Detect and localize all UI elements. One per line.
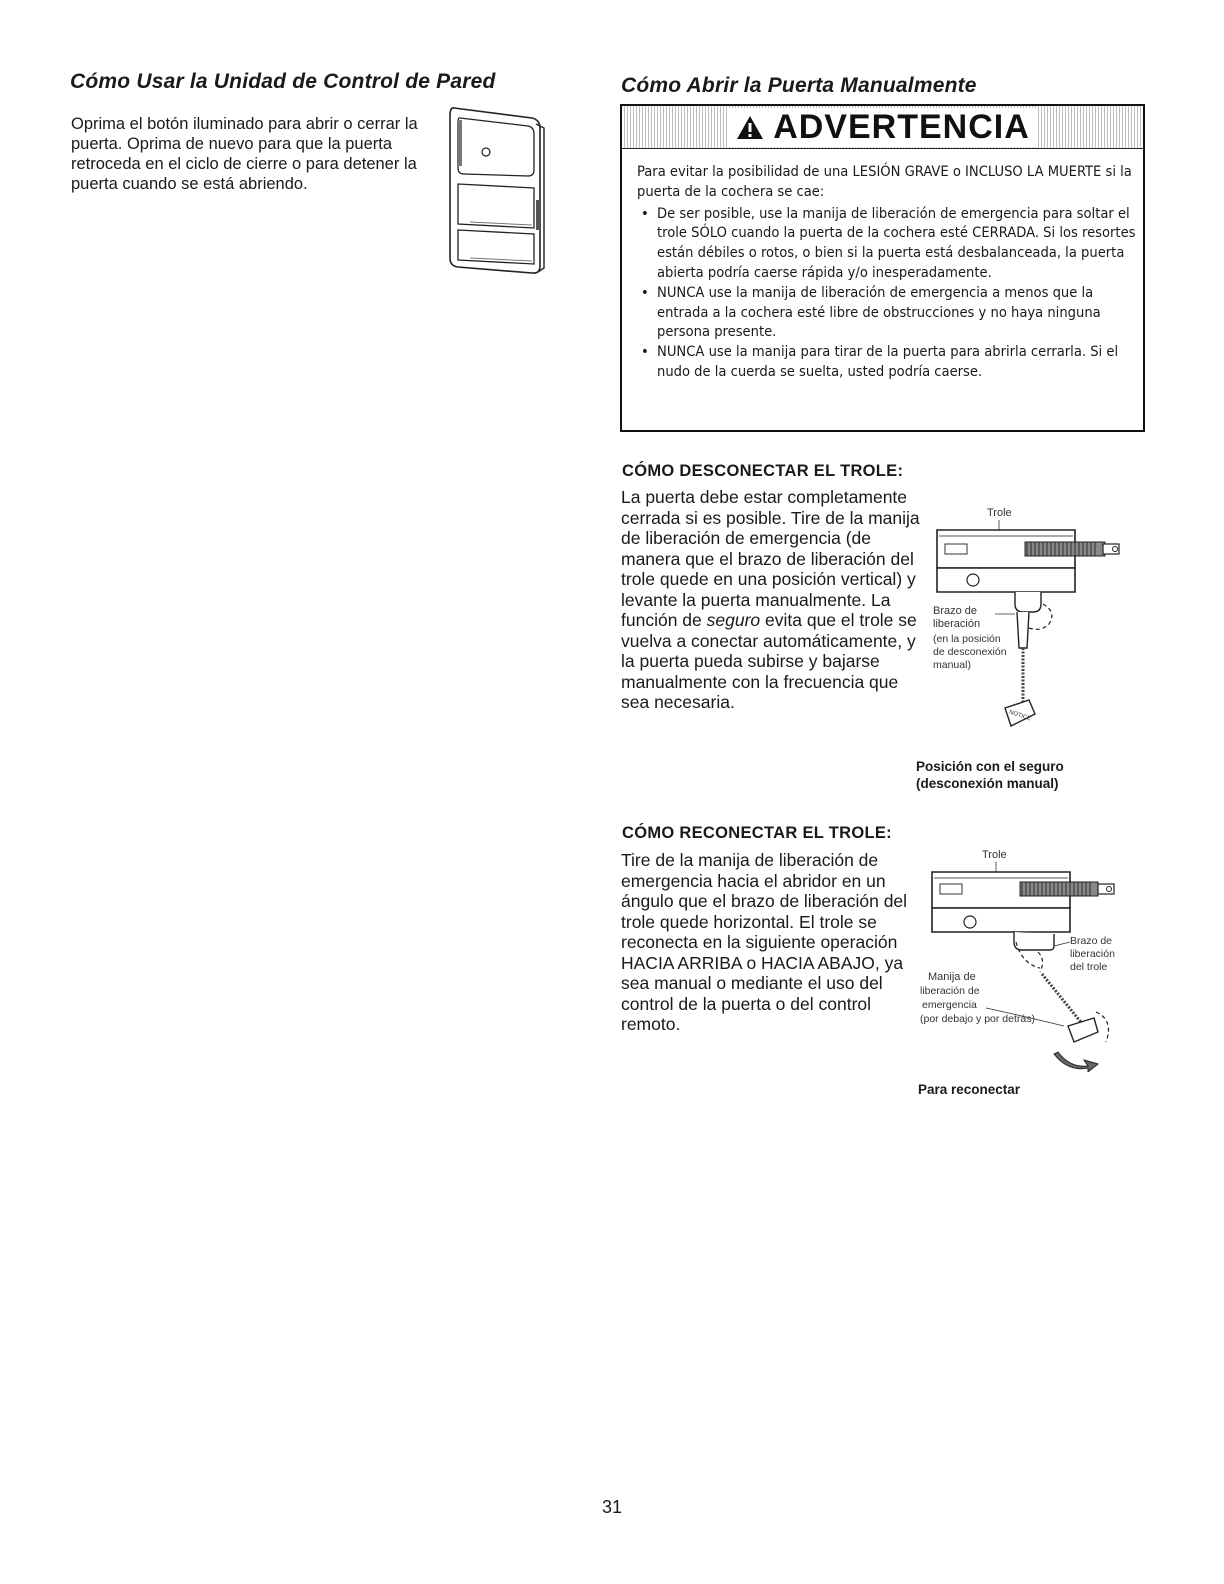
- fig1-label-arm-2: liberación: [933, 618, 981, 630]
- fig1-label-pos-1: (en la posición: [933, 633, 1001, 645]
- fig1-label-trole: Trole: [987, 507, 1012, 519]
- reconnect-paragraph: Tire de la manija de liberación de emergencia hacia el abridor en un ángulo que el brazo de liberación del trole quede horizontal. El trole se reconecta en la siguiente operación HACIA ARRIBA o HACIA ABAJO, ya sea manual o mediante el uso del control de la puerta o del control remoto.: [621, 850, 908, 1034]
- warning-triangle-icon: [735, 114, 765, 141]
- disconnect-caption: [916, 758, 1064, 792]
- warning-bullet: • De ser posible, use la manija de liberación de emergencia para soltar el trole SÓLO cuando la puerta de la cochera esté CERRADA. Si los resortes están débiles o rotos, o bien si la puerta está desbalanceada, la puerta abierta podría caerse rápida y/o inesperadamente.: [637, 204, 1137, 283]
- warning-bullet: • NUNCA use la manija para tirar de la puerta para abrirla cerrarla. Si el nudo de la cuerda se suelta, usted podría caerse.: [637, 342, 1137, 382]
- fig1-label-pos-3: manual): [933, 659, 971, 671]
- reconnect-heading: CÓMO RECONECTAR EL TROLE:: [622, 824, 892, 842]
- warning-banner: [622, 106, 1143, 149]
- disconnect-paragraph: [621, 487, 921, 713]
- fig2-label-handle-3: emergencia: [922, 999, 977, 1011]
- wall-control-heading: Cómo Usar la Unidad de Control de Pared: [70, 70, 496, 93]
- warning-title-text: ADVERTENCIA: [773, 107, 1030, 146]
- warning-bullets: [637, 204, 1137, 382]
- disconnect-text-2: evita que el trole se vuelva a conectar automáticamente, y la puerta pueda subirse y bajarse manualmente con la frecuencia que sea necesaria.: [621, 610, 917, 712]
- fig2-label-handle-4: (por debajo y por detrás): [920, 1013, 1035, 1025]
- warning-title: [729, 108, 1036, 147]
- reconnect-trolley-figure: [918, 842, 1128, 1072]
- fig2-label-arm-2: liberación: [1070, 948, 1115, 960]
- disconnect-heading: CÓMO DESCONECTAR EL TROLE:: [622, 462, 904, 480]
- fig1-handle-text: NOTICE: [1008, 709, 1032, 723]
- disconnect-text-italic: seguro: [706, 610, 761, 630]
- wall-control-illustration: [440, 104, 548, 276]
- fig2-label-handle-2: liberación de: [920, 985, 980, 997]
- warning-intro: Para evitar la posibilidad de una LESIÓN GRAVE o INCLUSO LA MUERTE si la puerta de la cochera se cae:: [637, 163, 1132, 200]
- fig2-label-handle-1: Manija de: [928, 971, 976, 983]
- warning-box: [620, 104, 1145, 432]
- warning-body: [637, 162, 1137, 382]
- fig2-label-arm-1: Brazo de: [1070, 935, 1113, 947]
- fig2-label-arm-3: del trole: [1070, 961, 1108, 973]
- disconnect-caption-line2: (desconexión manual): [916, 776, 1059, 791]
- wall-control-paragraph: Oprima el botón iluminado para abrir o cerrar la puerta. Oprima de nuevo para que la puerta retroceda en el ciclo de cierre o para detener la puerta cuando se está abriendo.: [71, 115, 418, 193]
- disconnect-trolley-figure: [925, 500, 1130, 740]
- disconnect-caption-line1: Posición con el seguro: [916, 759, 1064, 774]
- reconnect-caption: Para reconectar: [918, 1082, 1021, 1097]
- warning-bullet: • NUNCA use la manija de liberación de emergencia a menos que la entrada a la cochera esté libre de obstrucciones y no haya ninguna persona presente.: [637, 283, 1137, 342]
- fig1-label-pos-2: de desconexión: [933, 646, 1007, 658]
- manual-open-heading: Cómo Abrir la Puerta Manualmente: [621, 74, 977, 97]
- disconnect-text-1: La puerta debe estar completamente cerrada si es posible. Tire de la manija de liberación de emergencia (de manera que el brazo de liberación del trole quede en una posición vertical) y levante la puerta manualmente. La función de: [621, 487, 920, 630]
- fig2-label-trole: Trole: [982, 849, 1007, 861]
- page-number: 31: [601, 1497, 623, 1517]
- fig1-label-arm-1: Brazo de: [933, 605, 978, 617]
